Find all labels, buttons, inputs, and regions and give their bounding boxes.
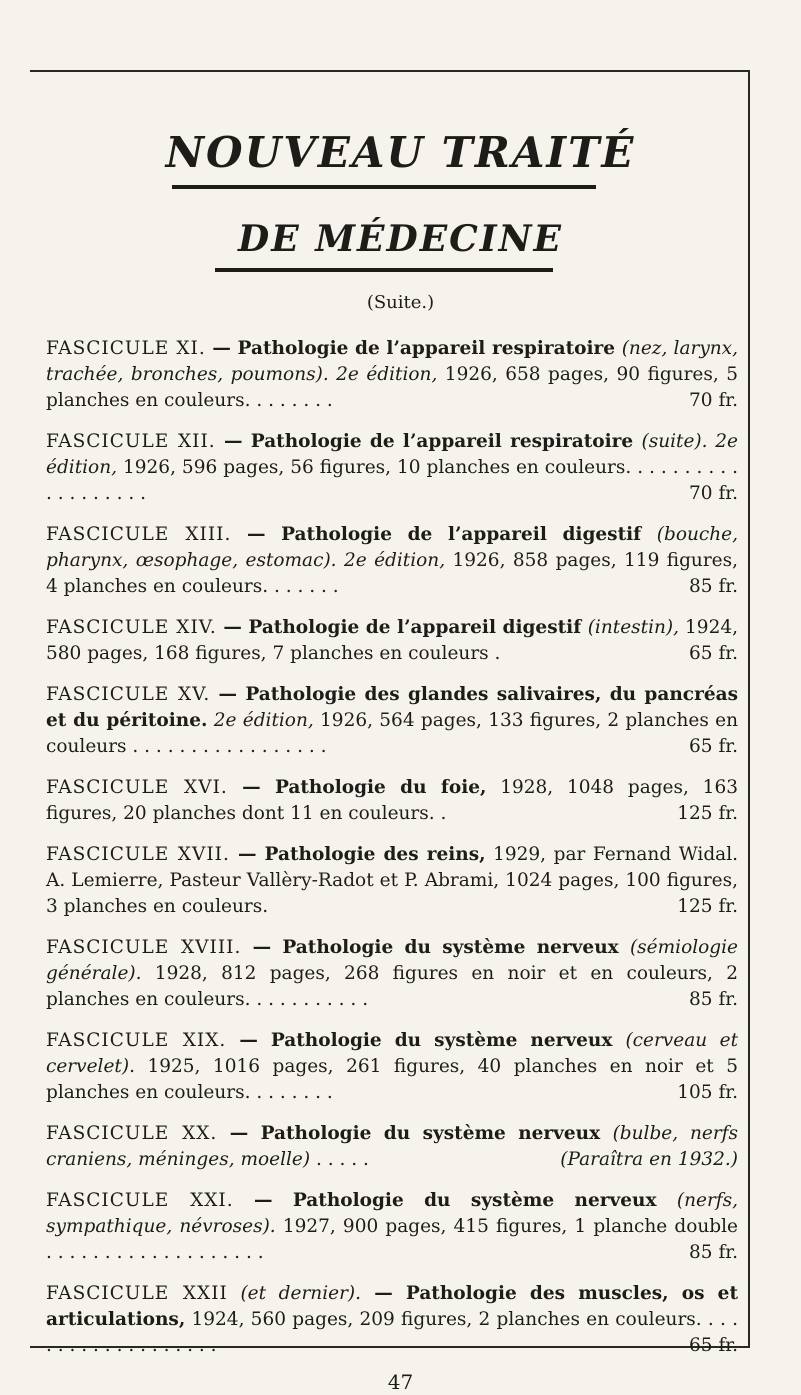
fascicule-scope: (nerfs, sympathique, névroses). (46, 1190, 739, 1237)
fascicule-label: FASCICULE XV. (46, 684, 211, 705)
fascicule-entry (46, 935, 738, 1013)
fascicule-subject: — Pathologie de l’appareil digestif (216, 617, 588, 638)
fascicule-details: 1928, 1048 pages, 163 figures, 20 planches dont 11 en couleurs. . (46, 777, 738, 824)
fascicule-price: 70 fr. (689, 390, 738, 411)
fascicule-subject: — Pathologie du système nerveux (233, 1190, 677, 1211)
fascicule-label: FASCICULE XVII. (46, 844, 230, 865)
frame-top-rule (30, 70, 750, 72)
fascicule-edition: 2e édition, (336, 550, 446, 571)
fascicule-subject: — Pathologie de l’appareil respiratoire (205, 338, 622, 359)
fascicule-label: FASCICULE XVIII. (46, 937, 242, 958)
fascicule-price: 125 fr. (677, 896, 738, 917)
fascicule-label: FASCICULE XIII. (46, 524, 232, 545)
fascicule-entry (46, 775, 738, 827)
fascicule-scope: (cerveau et cervelet). (46, 1030, 739, 1077)
fascicule-price: 125 fr. (677, 803, 738, 824)
title-rule-1 (172, 185, 596, 189)
fascicule-subject: — Pathologie du système nerveux (217, 1123, 613, 1144)
fascicule-details: 1928, 812 pages, 268 figures en noir et en couleurs, 2 planches en couleurs. . . . . . . . . . . (46, 963, 738, 1010)
fascicule-price: 65 fr. (689, 1335, 738, 1356)
fascicule-details: 1926, 658 pages, 90 figures, 5 planches en couleurs. . . . . . . . (46, 364, 738, 411)
fascicule-details: 1924, 580 pages, 168 figures, 7 planches en couleurs . (46, 617, 738, 664)
fascicule-label: FASCICULE XXII (46, 1283, 228, 1304)
fascicule-price: (Paraîtra en 1932.) (560, 1149, 738, 1170)
fascicule-scope: (bulbe, nerfs craniens, méninges, moelle) (46, 1123, 738, 1170)
title-line-1: NOUVEAU TRAITÉ (165, 128, 636, 177)
fascicule-price: 70 fr. (689, 483, 738, 504)
fascicule-entry (46, 429, 738, 507)
fascicule-details: 1926, 858 pages, 119 figures, 4 planches en couleurs. . . . . . . (46, 550, 739, 597)
fascicule-price: 85 fr. (689, 1242, 738, 1263)
fascicule-details: 1926, 596 pages, 56 figures, 10 planches en couleurs. . . . . . . . . . . . . . . . . . . (46, 457, 738, 504)
fascicule-entry (46, 1028, 738, 1106)
title-line-2: DE MÉDECINE (238, 218, 563, 260)
fascicule-price: 105 fr. (677, 1082, 738, 1103)
fascicule-scope: (suite). (641, 431, 708, 452)
fascicule-subject: — Pathologie des glandes salivaires, du pancréas et du péritoine. (46, 684, 738, 731)
fascicule-entry (46, 842, 738, 920)
fascicule-entry (46, 615, 738, 667)
fascicule-price: 85 fr. (689, 989, 738, 1010)
frame-right-rule (748, 70, 750, 1348)
fascicule-entry (46, 1188, 738, 1266)
fascicule-edition: 2e édition, (46, 431, 738, 478)
page-number: 47 (387, 1370, 414, 1394)
fascicule-scope: (nez, larynx, trachée, bronches, poumons). (46, 338, 738, 385)
fascicule-subject: — Pathologie de l’appareil digestif (231, 524, 657, 545)
fascicule-entry (46, 522, 738, 600)
fascicule-label: FASCICULE XI. (46, 338, 206, 359)
fascicule-entry (46, 1281, 738, 1359)
fascicule-subject: — Pathologie des muscles, os et articulations, (46, 1283, 738, 1330)
fascicule-label: FASCICULE XVI. (46, 777, 228, 798)
fascicule-subject: — Pathologie de l’appareil respiratoire (215, 431, 642, 452)
fascicule-details: 1925, 1016 pages, 261 figures, 40 planches en noir et 5 planches en couleurs. . . . . . . . (46, 1056, 738, 1103)
fascicule-price: 65 fr. (689, 736, 738, 757)
fascicule-scope: (sémiologie générale). (46, 937, 738, 984)
fascicule-entry (46, 336, 738, 414)
fascicule-details: 1929, par Fernand Widal. A. Lemierre, Pasteur Vallèry-Radot et P. Abrami, 1024 pages, 100 figures, 3 planches en couleurs. (46, 844, 739, 917)
fascicule-list (46, 336, 738, 1374)
fascicule-label: FASCICULE XXI. (46, 1190, 234, 1211)
fascicule-price: 85 fr. (689, 576, 738, 597)
fascicule-label: FASCICULE XX. (46, 1123, 218, 1144)
fascicule-label: FASCICULE XII. (46, 431, 216, 452)
fascicule-scope: (bouche, pharynx, œsophage, estomac). (46, 524, 738, 571)
fascicule-price: 65 fr. (689, 643, 738, 664)
fascicule-entry (46, 1121, 738, 1173)
fascicule-scope: (et dernier). (227, 1283, 362, 1304)
fascicule-subject: — Pathologie du foie, (227, 777, 487, 798)
suite-label: (Suite.) (366, 292, 435, 313)
title-rule-2 (215, 268, 553, 272)
fascicule-entry (46, 682, 738, 760)
fascicule-edition: 2e édition, (328, 364, 438, 385)
fascicule-subject: — Pathologie du système nerveux (226, 1030, 626, 1051)
fascicule-details: . . . . . (310, 1149, 369, 1170)
fascicule-details: 1927, 900 pages, 415 figures, 1 planche double . . . . . . . . . . . . . . . . . . . (46, 1216, 738, 1263)
fascicule-scope: (intestin), (587, 617, 680, 638)
fascicule-details: 1926, 564 pages, 133 figures, 2 planches en couleurs . . . . . . . . . . . . . . . . . (46, 710, 738, 757)
fascicule-label: FASCICULE XIV. (46, 617, 217, 638)
fascicule-details: 1924, 560 pages, 209 figures, 2 planches en couleurs. . . . . . . . . . . . . . . . . . . (46, 1309, 738, 1356)
fascicule-label: FASCICULE XIX. (46, 1030, 227, 1051)
fascicule-edition: 2e édition, (207, 710, 314, 731)
fascicule-subject: — Pathologie du système nerveux (241, 937, 630, 958)
fascicule-subject: — Pathologie des reins, (229, 844, 486, 865)
